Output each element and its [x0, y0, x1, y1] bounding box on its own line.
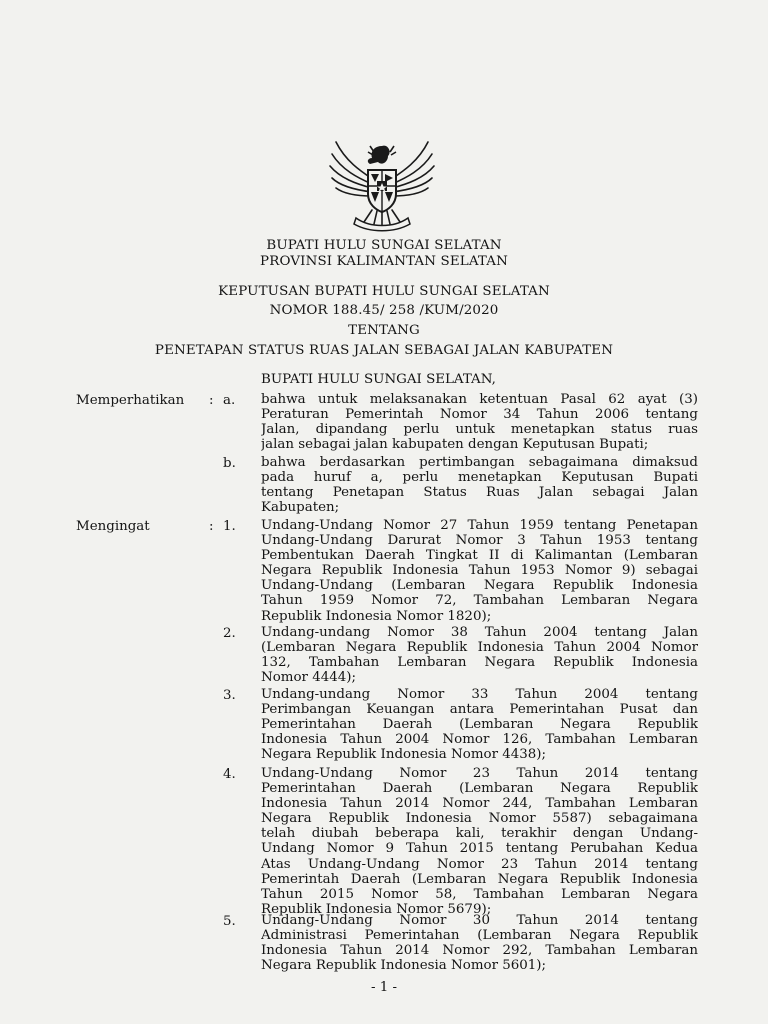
section-label-memperhatikan: Memperhatikan [76, 393, 185, 408]
item-line: 132, Tambahan Lembaran Negara Republik Indonesia [261, 655, 698, 671]
item-line: Indonesia Tahun 2014 Nomor 244, Tambahan Lembaran [261, 796, 698, 812]
item-line: Tahun 2015 Nomor 58, Tambahan Lembaran Negara [261, 886, 698, 902]
list-item [261, 518, 698, 624]
item-line: Jalan, dipandang perlu untuk menetapkan status ruas [261, 422, 698, 438]
list-item [261, 392, 698, 452]
item-line: Negara Republik Indonesia Tahun 1953 Nomor 9) sebagai [261, 563, 698, 579]
item-line: Negara Republik Indonesia Nomor 5587) sebagaimana [261, 811, 698, 827]
item-line: Negara Republik Indonesia Nomor 4438); [261, 747, 547, 763]
province-heading: PROVINSI KALIMANTAN SELATAN [260, 254, 508, 269]
item-marker: 5. [223, 914, 236, 929]
item-line: Republik Indonesia Nomor 1820); [261, 608, 492, 624]
item-line: jalan sebagai jalan kabupaten dengan Keputusan Bupati; [261, 437, 649, 453]
item-line: Pembentukan Daerah Tingkat II di Kalimantan (Lembaran [261, 548, 698, 564]
item-line: Nomor 4444); [261, 670, 357, 686]
item-line: Atas Undang-Undang Nomor 23 Tahun 2014 tentang [261, 856, 698, 872]
decree-number: NOMOR 188.45/ 258 /KUM/2020 [269, 303, 499, 318]
item-line: Administrasi Pemerintahan (Lembaran Negara Republik [261, 928, 698, 944]
decree-about: TENTANG [348, 323, 420, 338]
item-line: Pemerintahan Daerah (Lembaran Negara Republik [261, 781, 698, 797]
authority-line: BUPATI HULU SUNGAI SELATAN, [261, 372, 496, 387]
item-line: bahwa berdasarkan pertimbangan sebagaimana dimaksud [261, 455, 698, 470]
item-line: Pemerintahan Daerah (Lembaran Negara Republik [261, 717, 698, 733]
item-marker: b. [223, 456, 236, 471]
list-item [261, 766, 698, 917]
decree-title: KEPUTUSAN BUPATI HULU SUNGAI SELATAN [218, 284, 550, 299]
item-line: Undang-Undang Nomor 27 Tahun 1959 tentang Penetapan [261, 518, 698, 533]
item-line: telah diubah beberapa kali, terakhir dengan Undang- [261, 826, 698, 842]
item-line: Undang-Undang (Lembaran Negara Republik Indonesia [261, 578, 698, 594]
garuda-pancasila-icon [322, 132, 442, 234]
decree-subject: PENETAPAN STATUS RUAS JALAN SEBAGAI JALAN KABUPATEN [154, 343, 614, 358]
item-line: Negara Republik Indonesia Nomor 5601); [261, 958, 547, 974]
item-marker: 3. [223, 688, 236, 703]
item-line: Tahun 1959 Nomor 72, Tambahan Lembaran Negara [261, 593, 698, 609]
item-line: Undang-Undang Darurat Nomor 3 Tahun 1953 tentang [261, 533, 698, 549]
item-line: Perimbangan Keuangan antara Pemerintahan Pusat dan [261, 702, 698, 718]
item-line: Pemerintah Daerah (Lembaran Negara Republik Indonesia [261, 871, 698, 887]
item-line: pada huruf a, perlu menetapkan Keputusan Bupati [261, 470, 698, 486]
item-line: Peraturan Pemerintah Nomor 34 Tahun 2006 tentang [261, 407, 698, 423]
section-label-mengingat: Mengingat [76, 519, 150, 534]
page-number: - 1 - [370, 980, 398, 995]
item-line: Undang-Undang Nomor 23 Tahun 2014 tentang [261, 766, 698, 781]
list-item [261, 913, 698, 973]
item-line: Undang-undang Nomor 38 Tahun 2004 tentang Jalan [261, 625, 698, 640]
item-line: Indonesia Tahun 2014 Nomor 292, Tambahan Lembaran [261, 943, 698, 959]
item-marker: 2. [223, 626, 236, 641]
item-line: Undang Nomor 9 Tahun 2015 tentang Perubahan Kedua [261, 841, 698, 857]
item-marker: 1. [223, 519, 236, 534]
item-line: Kabupaten; [261, 500, 340, 516]
item-line: Republik Indonesia Nomor 5679); [261, 901, 492, 917]
item-line: Undang-Undang Nomor 30 Tahun 2014 tentang [261, 913, 698, 928]
item-line: (Lembaran Negara Republik Indonesia Tahun 2004 Nomor [261, 640, 698, 656]
item-line: Indonesia Tahun 2004 Nomor 126, Tambahan Lembaran [261, 732, 698, 748]
section-colon: : [209, 393, 214, 408]
list-item [261, 455, 698, 515]
regent-heading: BUPATI HULU SUNGAI SELATAN [266, 238, 502, 253]
list-item [261, 625, 698, 685]
section-colon: : [209, 519, 214, 534]
item-line: Undang-undang Nomor 33 Tahun 2004 tentang [261, 687, 698, 702]
list-item [261, 687, 698, 762]
item-marker: a. [223, 393, 236, 408]
item-marker: 4. [223, 767, 236, 782]
item-line: tentang Penetapan Status Ruas Jalan sebagai Jalan [261, 485, 698, 501]
item-line: bahwa untuk melaksanakan ketentuan Pasal 62 ayat (3) [261, 392, 698, 407]
